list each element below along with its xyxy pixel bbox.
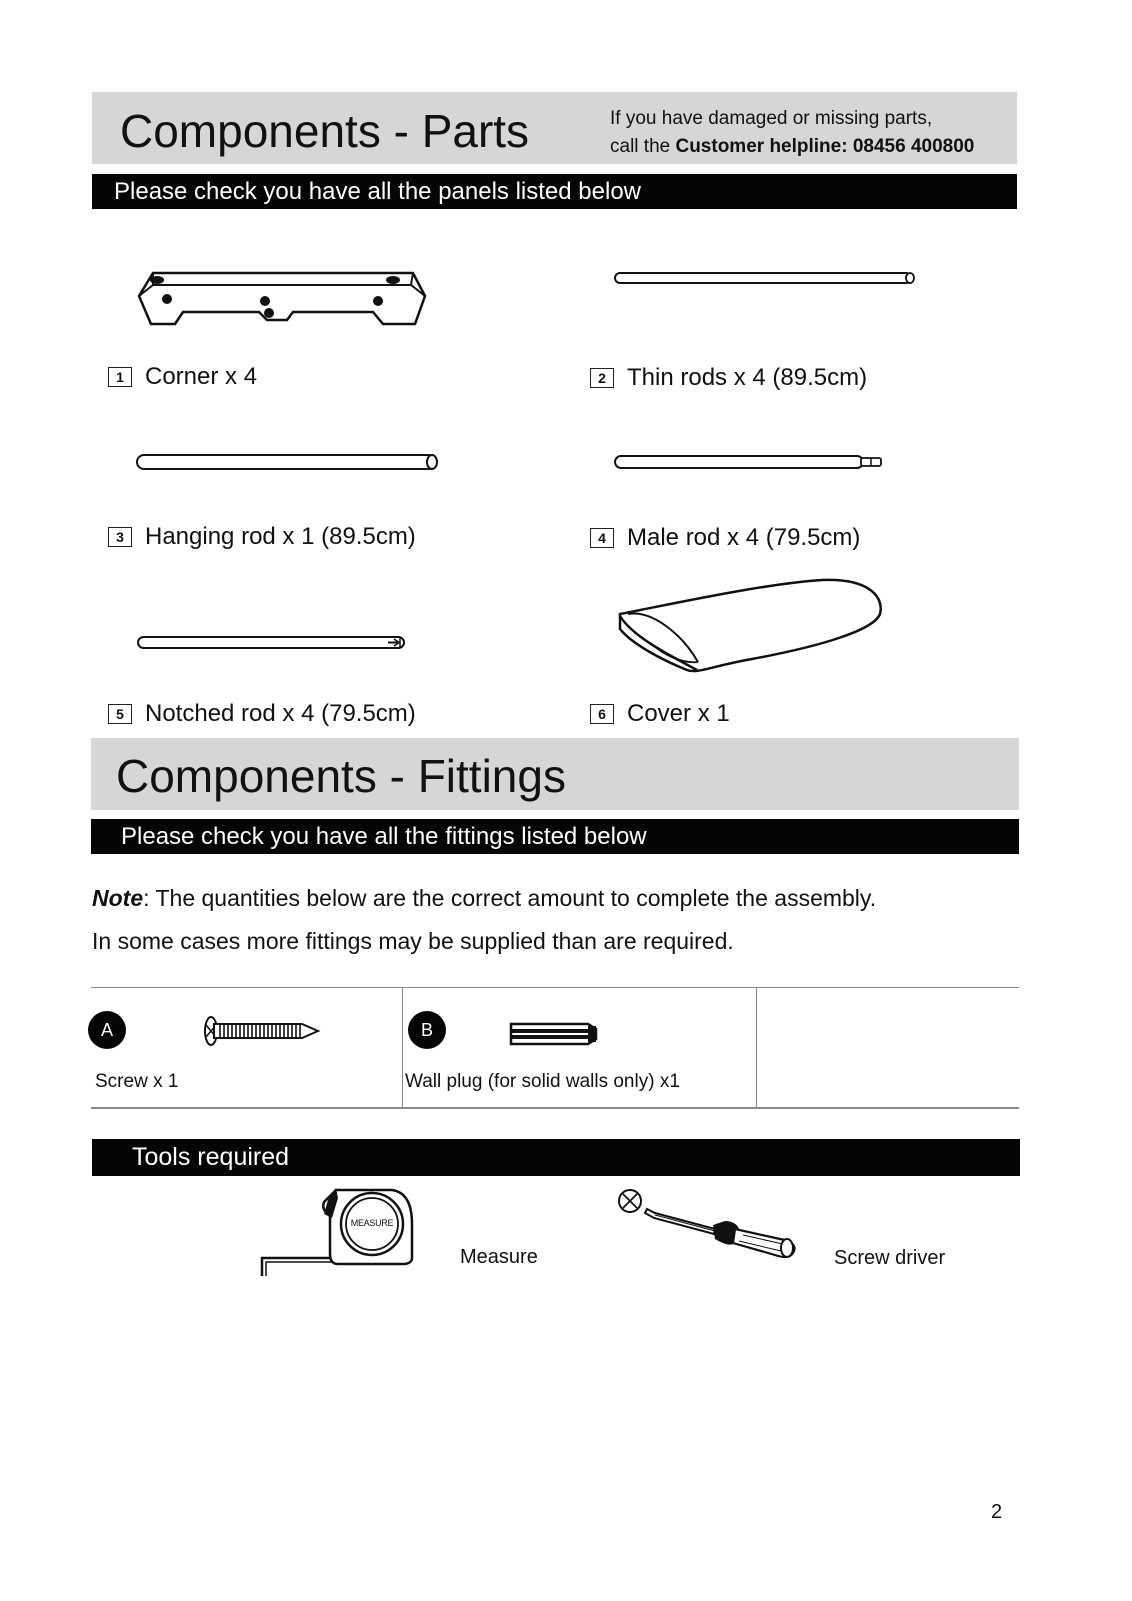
fitting-label: Wall plug (for solid walls only) x1 [405,1071,680,1092]
parts-title: Components - Parts [120,105,530,157]
part-item-2 [590,364,867,392]
part-item-4 [590,524,860,552]
fittings-table-divider [402,987,403,1108]
part-label: Thin rods x 4 (89.5cm) [627,364,868,391]
note-label: Note [92,885,144,911]
note-line-1 [92,885,876,912]
fittings-title: Components - Fittings [116,750,566,802]
helpline-prefix: call the [610,136,676,157]
fitting-letter-badge: A [88,1011,126,1049]
fittings-table-divider [756,987,757,1108]
part-item-1 [108,363,257,391]
part-label: Cover x 1 [627,700,730,727]
tape-measure-icon-text: MEASURE [350,1218,394,1228]
screwdriver-icon [615,1185,800,1265]
fitting-label: Screw x 1 [95,1071,179,1092]
tape-measure-icon [258,1184,418,1279]
tool-label: Measure [460,1246,538,1268]
part-item-6 [590,700,730,728]
note-text: : The quantities below are the correct amount to complete the assembly. [143,885,877,911]
fittings-table-top-rule [91,987,1019,988]
tool-label: Screw driver [834,1247,946,1269]
hanging-rod-icon [135,452,445,472]
notched-rod-icon [136,634,411,652]
fittings-check-text: Please check you have all the fittings listed below [121,823,647,850]
page-number: 2 [991,1501,1003,1523]
corner-bracket-icon [135,268,430,330]
cover-icon [612,574,887,676]
note-line-2: In some cases more fittings may be supplied than are required. [92,928,734,954]
part-item-3 [108,523,416,551]
tools-bar [92,1139,1020,1176]
fittings-table-bottom-rule [91,1107,1019,1109]
part-item-5 [108,700,416,728]
panels-check-text: Please check you have all the panels listed below [114,178,641,205]
part-number-badge: 5 [108,704,132,724]
helpline-number: Customer helpline: 08456 400800 [675,136,975,157]
helpline-line1: If you have damaged or missing parts, [610,108,933,129]
panels-check-bar [92,174,1017,209]
part-number-badge: 6 [590,704,614,724]
part-number-badge: 2 [590,368,614,388]
fittings-check-bar [91,819,1019,854]
male-rod-icon [613,453,888,471]
part-label: Hanging rod x 1 (89.5cm) [145,523,416,550]
screw-icon [202,1015,322,1047]
wall-plug-icon [508,1020,600,1048]
helpline-line2 [610,133,1010,161]
helpline-text [610,105,1010,161]
part-label: Corner x 4 [145,363,258,390]
thin-rod-icon [613,270,918,286]
tools-title: Tools required [132,1143,290,1171]
part-label: Notched rod x 4 (79.5cm) [145,700,416,727]
part-label: Male rod x 4 (79.5cm) [627,524,861,551]
part-number-badge: 1 [108,367,132,387]
fitting-letter-badge: B [408,1011,446,1049]
part-number-badge: 3 [108,527,132,547]
part-number-badge: 4 [590,528,614,548]
